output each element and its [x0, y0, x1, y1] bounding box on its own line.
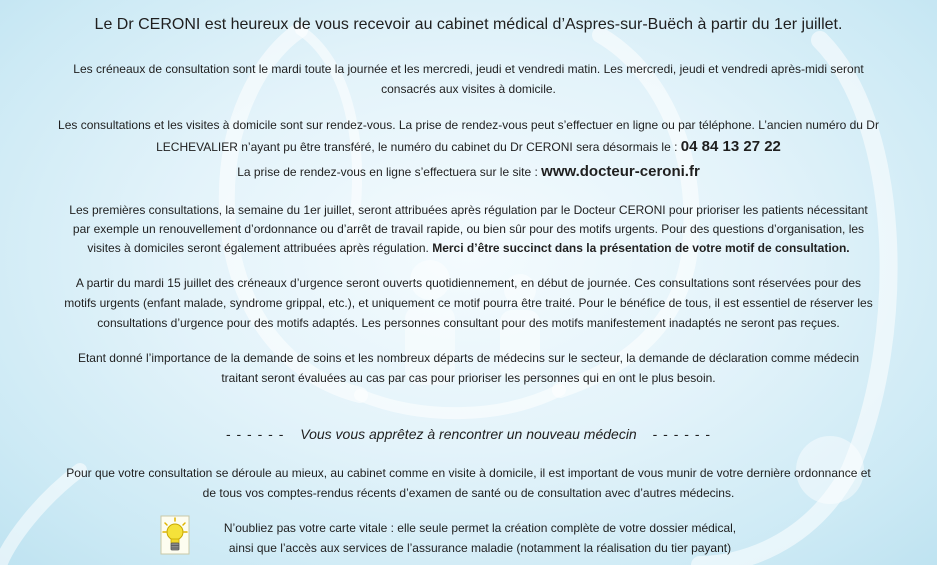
- attending-doctor-line-2: traitant seront évaluées au cas par cas pour prioriser les personnes qui en ont le plus besoin.: [221, 371, 716, 385]
- vitale-card-reminder-line-2: ainsi que l’accès aux services de l’assurance maladie (notamment la réalisation du tier payant): [228, 541, 732, 555]
- urgent-slots-line-1: A partir du mardi 15 juillet des créneaux d’urgence seront ouverts quotidiennement, en début de journée. Ces consultations sont réservées pour des: [75, 276, 862, 290]
- first-consultations-line-1: Les premières consultations, la semaine du 1er juillet, seront attribuées après régulation par le Docteur CERONI pour prioriser les patients nécessitant: [69, 203, 868, 217]
- first-consultations-line-2: par exemple un renouvellement d’ordonnance ou d’arrêt de travail rapide, ou bien sûr pour des motifs urgents. Pour des questions d’organisation, les: [72, 222, 865, 236]
- first-consultations-line-3: [20, 241, 917, 255]
- succinct-request: Merci d’être succinct dans la présentation de votre motif de consultation.: [432, 241, 850, 255]
- documents-line-2: de tous vos comptes-rendus récents d’examen de santé ou de consultation avec d’autres médecins.: [202, 486, 735, 500]
- section-heading: [20, 426, 917, 442]
- page-title: Le Dr CERONI est heureux de vous recevoir au cabinet médical d’Aspres-sur-Buëch à partir du 1er juillet.: [94, 16, 843, 33]
- appointment-paragraph-line-1: Les consultations et les visites à domicile sont sur rendez-vous. La prise de rendez-vous peut s’effectuer en ligne ou par téléphone. L’ancien numéro du Dr: [58, 118, 879, 132]
- heading-dashes-right: - - - - - -: [652, 426, 712, 442]
- documents-line-1: Pour que votre consultation se déroule au mieux, au cabinet comme en visite à domicile, il est important de vous munir de votre dernière ordonnance et: [66, 466, 871, 480]
- urgent-slots-line-3: consultations d’urgence pour des motifs adaptés. Les personnes consultant pour des motifs manifestement inadaptés ne seront pas reçues.: [97, 316, 840, 330]
- appointment-paragraph-line-2: [20, 138, 917, 155]
- hours-paragraph-line-2: consacrés aux visites à domicile.: [381, 82, 556, 96]
- urgent-slots-line-2: motifs urgents (enfant malade, syndrome grippal, etc.), et uniquement ce motif pourra être traité. Pour le bénéfice de tous, il est essentiel de réserver les: [64, 296, 873, 310]
- phone-number[interactable]: 04 84 13 27 22: [680, 138, 781, 155]
- lightbulb-icon: [160, 515, 190, 555]
- appointment-paragraph-line-3: [20, 163, 917, 180]
- section-heading-text: Vous vous apprêtez à rencontrer un nouveau médecin: [300, 426, 637, 442]
- website-link[interactable]: www.docteur-ceroni.fr: [541, 163, 700, 180]
- appointment-paragraph-text: LECHEVALIER n’ayant pu être transféré, le numéro du cabinet du Dr CERONI sera désormais le :: [156, 140, 678, 154]
- attending-doctor-line-1: Etant donné l’importance de la demande de soins et les nombreux départs de médecins sur le secteur, la demande de déclaration comme médecin: [77, 351, 860, 365]
- hours-paragraph-line-1: Les créneaux de consultation sont le mardi toute la journée et les mercredi, jeudi et vendredi matin. Les mercredi, jeudi et vendredi après-midi seront: [73, 62, 864, 76]
- online-booking-text: La prise de rendez-vous en ligne s’effectuera sur le site :: [237, 165, 538, 179]
- vitale-card-reminder-line-1: N’oubliez pas votre carte vitale : elle seule permet la création complète de votre dossier médical,: [223, 521, 737, 535]
- first-consultations-text: visites à domiciles seront également attribuées après régulation.: [87, 241, 429, 255]
- heading-dashes-left: - - - - - -: [225, 426, 285, 442]
